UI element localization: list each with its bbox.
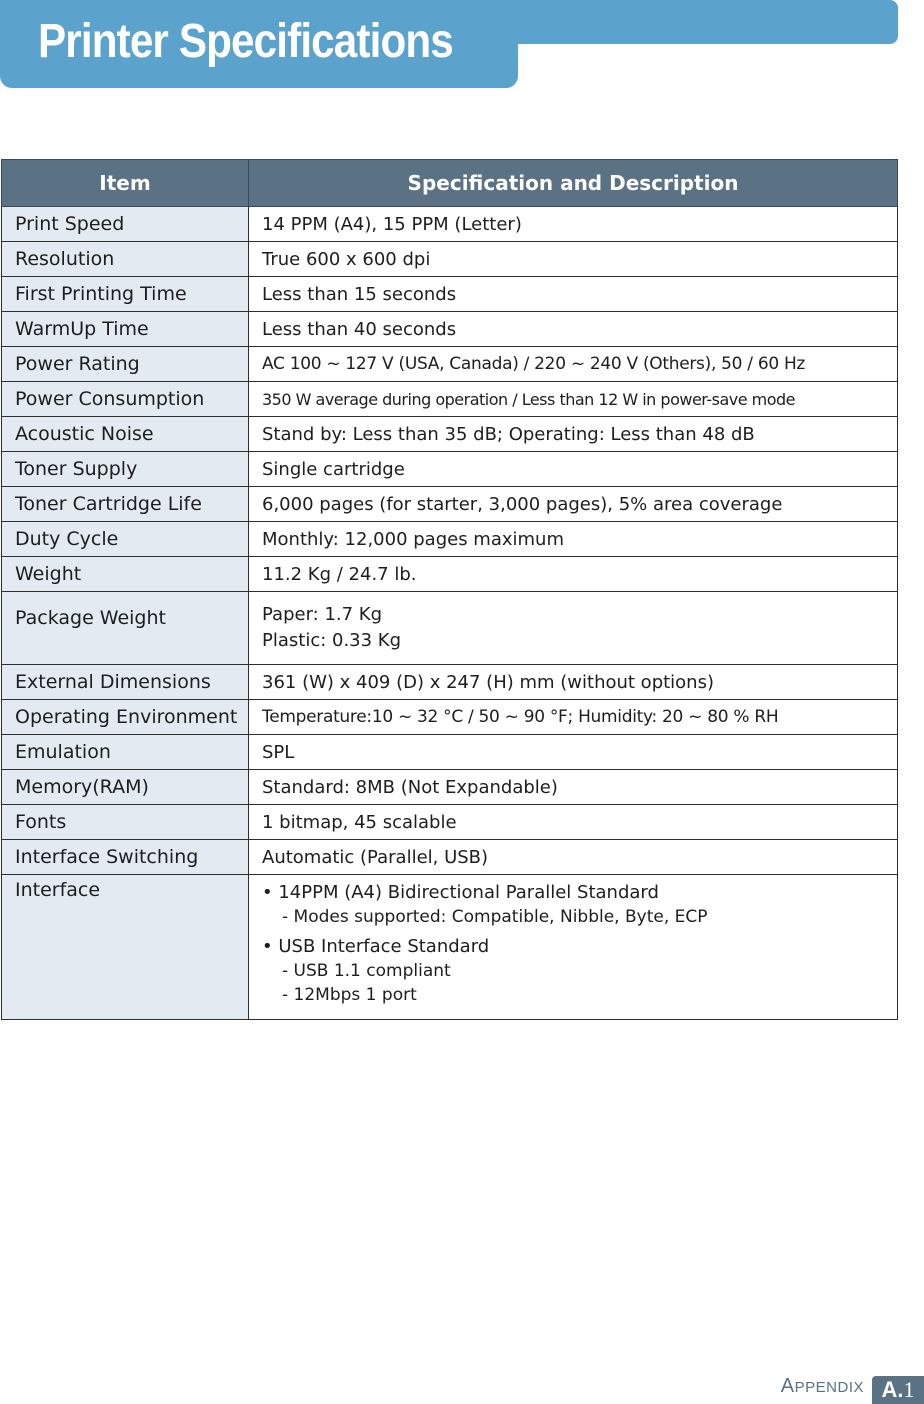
interface-parallel: • 14PPM (A4) Bidirectional Parallel Standard bbox=[262, 882, 659, 903]
page-title: Printer Specifications bbox=[38, 15, 453, 68]
row-value bbox=[249, 592, 898, 665]
title-banner-tab bbox=[0, 0, 518, 88]
row-item: Memory(RAM) bbox=[2, 770, 249, 805]
header-spec: Specification and Description bbox=[249, 160, 898, 207]
table-row bbox=[2, 592, 898, 665]
title-banner-bar bbox=[518, 0, 898, 44]
table-row bbox=[2, 277, 898, 312]
row-value: True 600 x 600 dpi bbox=[249, 242, 898, 277]
row-value: AC 100 ~ 127 V (USA, Canada) / 220 ~ 240 V (Others), 50 / 60 Hz bbox=[249, 347, 898, 382]
row-item: Power Rating bbox=[2, 347, 249, 382]
row-value: Standard: 8MB (Not Expandable) bbox=[249, 770, 898, 805]
footer-section-initial: A bbox=[780, 1375, 795, 1397]
row-item: Resolution bbox=[2, 242, 249, 277]
footer-section-label bbox=[781, 1375, 864, 1398]
interface-usb-compliance: - USB 1.1 compliant bbox=[282, 961, 451, 981]
table-row bbox=[2, 875, 898, 1020]
row-value: 11.2 Kg / 24.7 lb. bbox=[249, 557, 898, 592]
table-row bbox=[2, 770, 898, 805]
table-row bbox=[2, 207, 898, 242]
row-item: Operating Environment bbox=[2, 700, 249, 735]
row-item: Print Speed bbox=[2, 207, 249, 242]
page-footer bbox=[781, 1376, 924, 1404]
table-row bbox=[2, 312, 898, 347]
table-row bbox=[2, 840, 898, 875]
package-weight-paper: Paper: 1.7 Kg bbox=[262, 604, 383, 625]
table-row bbox=[2, 557, 898, 592]
table-row bbox=[2, 522, 898, 557]
table-row bbox=[2, 347, 898, 382]
table-row bbox=[2, 735, 898, 770]
table-row bbox=[2, 487, 898, 522]
table-row bbox=[2, 242, 898, 277]
row-value: Less than 15 seconds bbox=[249, 277, 898, 312]
row-item: WarmUp Time bbox=[2, 312, 249, 347]
row-value: Stand by: Less than 35 dB; Operating: Less than 48 dB bbox=[249, 417, 898, 452]
interface-usb: • USB Interface Standard bbox=[262, 936, 490, 957]
row-item: External Dimensions bbox=[2, 665, 249, 700]
page-number: 1 bbox=[903, 1377, 915, 1402]
table-header-row bbox=[2, 160, 898, 207]
package-weight-plastic: Plastic: 0.33 Kg bbox=[262, 630, 402, 651]
interface-parallel-modes: - Modes supported: Compatible, Nibble, Byte, ECP bbox=[282, 907, 708, 927]
row-item: First Printing Time bbox=[2, 277, 249, 312]
row-value: 350 W average during operation / Less than 12 W in power-save mode bbox=[249, 382, 898, 417]
row-value: 6,000 pages (for starter, 3,000 pages), 5% area coverage bbox=[249, 487, 898, 522]
row-value: Automatic (Parallel, USB) bbox=[249, 840, 898, 875]
row-value: Temperature:10 ~ 32 °C / 50 ~ 90 °F; Humidity: 20 ~ 80 % RH bbox=[249, 700, 898, 735]
row-value: 361 (W) x 409 (D) x 247 (H) mm (without options) bbox=[249, 665, 898, 700]
row-item: Toner Supply bbox=[2, 452, 249, 487]
interface-usb-port: - 12Mbps 1 port bbox=[282, 985, 417, 1005]
table-row bbox=[2, 700, 898, 735]
row-item: Fonts bbox=[2, 805, 249, 840]
footer-section-rest: PPENDIX bbox=[794, 1379, 864, 1396]
row-item: Interface bbox=[2, 875, 249, 1020]
row-item: Weight bbox=[2, 557, 249, 592]
header-item: Item bbox=[2, 160, 249, 207]
row-item: Package Weight bbox=[2, 592, 249, 665]
row-item: Duty Cycle bbox=[2, 522, 249, 557]
row-value: Single cartridge bbox=[249, 452, 898, 487]
row-item: Emulation bbox=[2, 735, 249, 770]
table-row bbox=[2, 382, 898, 417]
row-value bbox=[249, 875, 898, 1020]
row-item: Interface Switching bbox=[2, 840, 249, 875]
table-row bbox=[2, 665, 898, 700]
page-number-prefix: A. bbox=[881, 1377, 904, 1402]
table-row bbox=[2, 805, 898, 840]
row-value: 14 PPM (A4), 15 PPM (Letter) bbox=[249, 207, 898, 242]
table-row bbox=[2, 452, 898, 487]
row-value: 1 bitmap, 45 scalable bbox=[249, 805, 898, 840]
spec-table bbox=[1, 159, 898, 1020]
row-item: Toner Cartridge Life bbox=[2, 487, 249, 522]
row-value: Monthly: 12,000 pages maximum bbox=[249, 522, 898, 557]
row-value: Less than 40 seconds bbox=[249, 312, 898, 347]
table-row bbox=[2, 417, 898, 452]
row-item: Power Consumption bbox=[2, 382, 249, 417]
row-value: SPL bbox=[249, 735, 898, 770]
page-number-badge bbox=[872, 1376, 924, 1404]
row-item: Acoustic Noise bbox=[2, 417, 249, 452]
